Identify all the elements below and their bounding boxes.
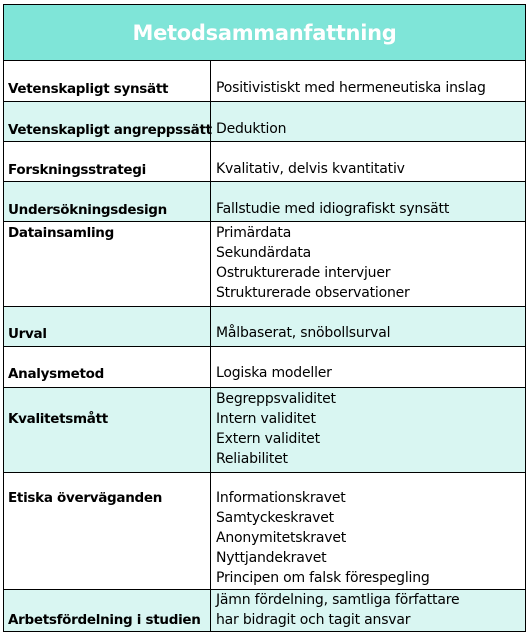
row-value: Reliabilitet — [216, 451, 288, 467]
row-label-cell — [4, 142, 211, 181]
row-value: Nyttjandekravet — [216, 550, 327, 566]
table-row — [4, 590, 525, 631]
table-row — [4, 102, 525, 142]
row-value: Anonymitetskravet — [216, 530, 347, 546]
row-value: Extern validitet — [216, 431, 320, 447]
row-value: har bidragit och tagit ansvar — [216, 612, 411, 628]
row-label-cell — [4, 61, 211, 101]
row-value: Deduktion — [216, 121, 287, 137]
row-label-cell — [4, 388, 211, 472]
row-label-cell — [4, 222, 211, 306]
row-value: Jämn fördelning, samtliga författare — [216, 592, 460, 608]
row-value-cell — [211, 590, 525, 631]
table-row — [4, 307, 525, 347]
table-row — [4, 388, 525, 473]
row-label: Urval — [8, 326, 47, 342]
row-label: Arbetsfördelning i studien — [8, 612, 201, 628]
table-row — [4, 61, 525, 102]
row-value: Sekundärdata — [216, 245, 312, 261]
row-label-cell — [4, 307, 211, 346]
row-label-cell — [4, 347, 211, 387]
table-title: Metodsammanfattning — [132, 20, 397, 45]
row-label-cell — [4, 102, 211, 141]
row-value-cell — [211, 473, 525, 589]
row-value: Fallstudie med idiografiskt synsätt — [216, 201, 450, 217]
row-value: Begreppsvaliditet — [216, 391, 336, 407]
row-value: Strukturerade observationer — [216, 285, 410, 301]
row-label-cell — [4, 182, 211, 221]
row-label: Forskningsstrategi — [8, 162, 146, 178]
table-header — [4, 5, 525, 61]
row-label: Vetenskapligt angreppssätt — [8, 122, 212, 138]
row-value-cell — [211, 142, 525, 181]
row-value-cell — [211, 61, 525, 101]
table-row — [4, 347, 525, 388]
row-value-cell — [211, 102, 525, 141]
row-label: Etiska överväganden — [8, 490, 163, 506]
row-value-cell — [211, 222, 525, 306]
row-label: Kvalitetsmått — [8, 411, 108, 427]
row-value: Målbaserat, snöbollsurval — [216, 325, 391, 341]
row-value: Positivistiskt med hermeneutiska inslag — [216, 80, 486, 96]
row-value: Kvalitativ, delvis kvantitativ — [216, 161, 405, 177]
row-value: Informationskravet — [216, 490, 346, 506]
row-label-cell — [4, 590, 211, 631]
row-label-cell — [4, 473, 211, 589]
table-row — [4, 473, 525, 590]
row-label: Analysmetod — [8, 366, 104, 382]
row-label: Vetenskapligt synsätt — [8, 81, 169, 97]
row-value: Principen om falsk förespegling — [216, 570, 430, 586]
row-label: Datainsamling — [8, 225, 114, 241]
row-value-cell — [211, 388, 525, 472]
method-summary-table — [3, 4, 526, 632]
row-value: Intern validitet — [216, 411, 316, 427]
row-value-cell — [211, 307, 525, 346]
row-value: Samtyckeskravet — [216, 510, 334, 526]
table-row — [4, 222, 525, 307]
table-row — [4, 182, 525, 222]
row-value-cell — [211, 182, 525, 221]
row-value-cell — [211, 347, 525, 387]
table-row — [4, 142, 525, 182]
row-value: Primärdata — [216, 225, 292, 241]
row-value: Ostrukturerade intervjuer — [216, 265, 391, 281]
row-label: Undersökningsdesign — [8, 202, 167, 218]
row-value: Logiska modeller — [216, 365, 332, 381]
